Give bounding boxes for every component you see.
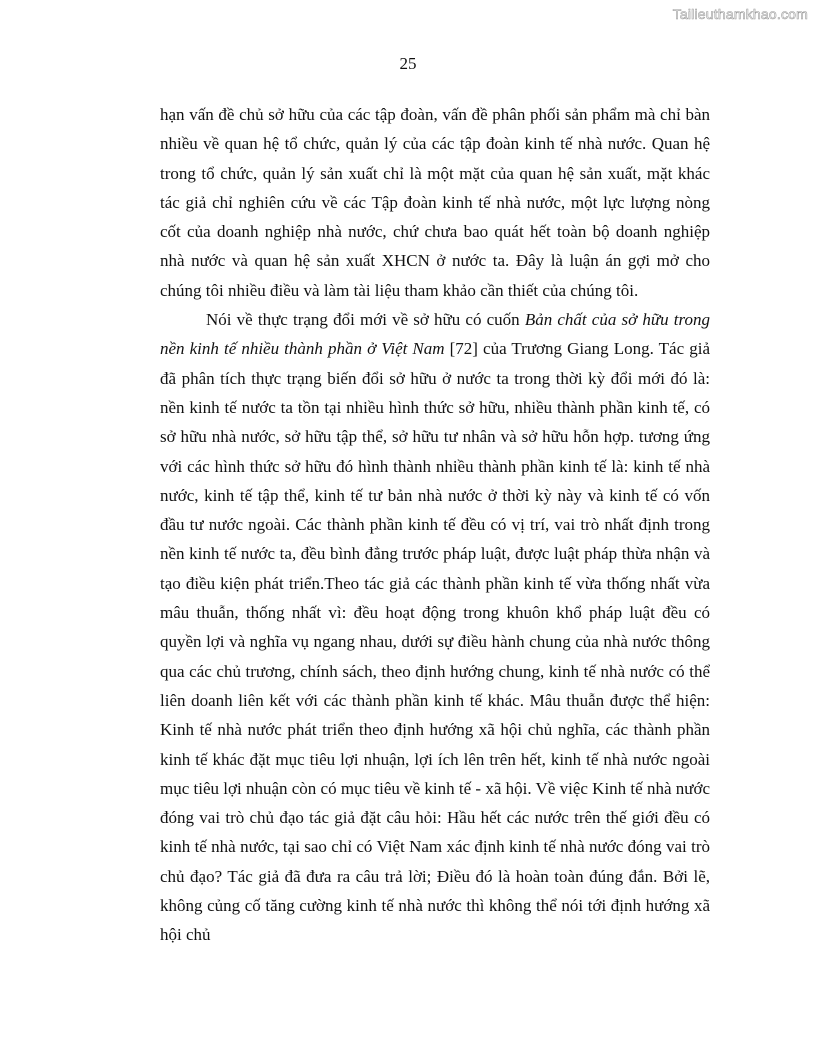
- watermark-text: Tailieuthamkhao.com: [672, 6, 808, 22]
- book-title: Bản chất của sở hữu trong nền kinh tế nhiều thành phần ở Việt Nam: [160, 310, 710, 359]
- paragraph-2-rest: [72] của Trương Giang Long. Tác giả đã phân tích thực trạng biến đổi sở hữu ở nước ta trong thời kỳ đổi mới đó là: nền kinh tế nước ta tồn tại nhiều hình thức sở hữu, nhiều thành phần kinh tế, có sở hữu nhà nước, sở hữu tập thể, sở hữu tư nhân và sở hữu hỗn hợp. tương ứng với các hình thức sở hữu đó hình thành nhiều thành phần kinh tế là: kinh tế nhà nước, kinh tế tập thể, kinh tế tư bản nhà nước ở thời kỳ này và kinh tế có vốn đầu tư nước ngoài. Các thành phần kinh tế đều có vị trí, vai trò nhất định trong nền kinh tế nước ta, đều bình đẳng trước pháp luật, được luật pháp thừa nhận và tạo điều kiện phát triển.Theo tác giả các thành phần kinh tế vừa thống nhất vừa mâu thuẫn, thống nhất vì: đều hoạt động trong khuôn khổ pháp luật đều có quyền lợi và nghĩa vụ ngang nhau, dưới sự điều hành chung của nhà nước thông qua các chủ trương, chính sách, theo định hướng chung, kinh tế nhà nước có thể liên doanh liên kết với các thành phần kinh tế khác. Mâu thuẫn được thể hiện: Kinh tế nhà nước phát triển theo định hướng xã hội chủ nghĩa, các thành phần kinh tế khác đặt mục tiêu lợi nhuận, lợi ích lên trên hết, kinh tế nhà nước ngoài mục tiêu lợi nhuận còn có mục tiêu về kinh tế - xã hội. Về việc Kinh tế nhà nước đóng vai trò chủ đạo tác giả đặt câu hỏi: Hầu hết các nước trên thế giới đều có kinh tế nhà nước, tại sao chỉ có Việt Nam xác định kinh tế nhà nước đóng vai trò chủ đạo? Tác giả đã đưa ra câu trả lời; Điều đó là hoàn toàn đúng đắn. Bởi lẽ, không củng cố tăng cường kinh tế nhà nước thì không thể nói tới định hướng xã hội chủ: [160, 339, 710, 945]
- paragraph-2-lead: Nói về thực trạng đổi mới về sở hữu có cuốn: [206, 310, 525, 330]
- page-number: 25: [399, 54, 417, 73]
- paragraph-2: [160, 305, 710, 950]
- document-body: [160, 100, 710, 950]
- paragraph-1: hạn vấn đề chủ sở hữu của các tập đoàn, vấn đề phân phối sản phẩm mà chỉ bàn nhiều về quan hệ tổ chức, quản lý của các tập đoàn kinh tế nhà nước. Quan hệ trong tổ chức, quản lý sản xuất chỉ là một mặt của quan hệ sản xuất, mặt khác tác giả chỉ nghiên cứu về các Tập đoàn kinh tế nhà nước, một lực lượng nòng cốt của doanh nghiệp nhà nước, chứ chưa bao quát hết toàn bộ doanh nghiệp nhà nước và quan hệ sản xuất XHCN ở nước ta. Đây là luận án gợi mở cho chúng tôi nhiều điều và làm tài liệu tham khảo cần thiết của chúng tôi.: [160, 105, 710, 300]
